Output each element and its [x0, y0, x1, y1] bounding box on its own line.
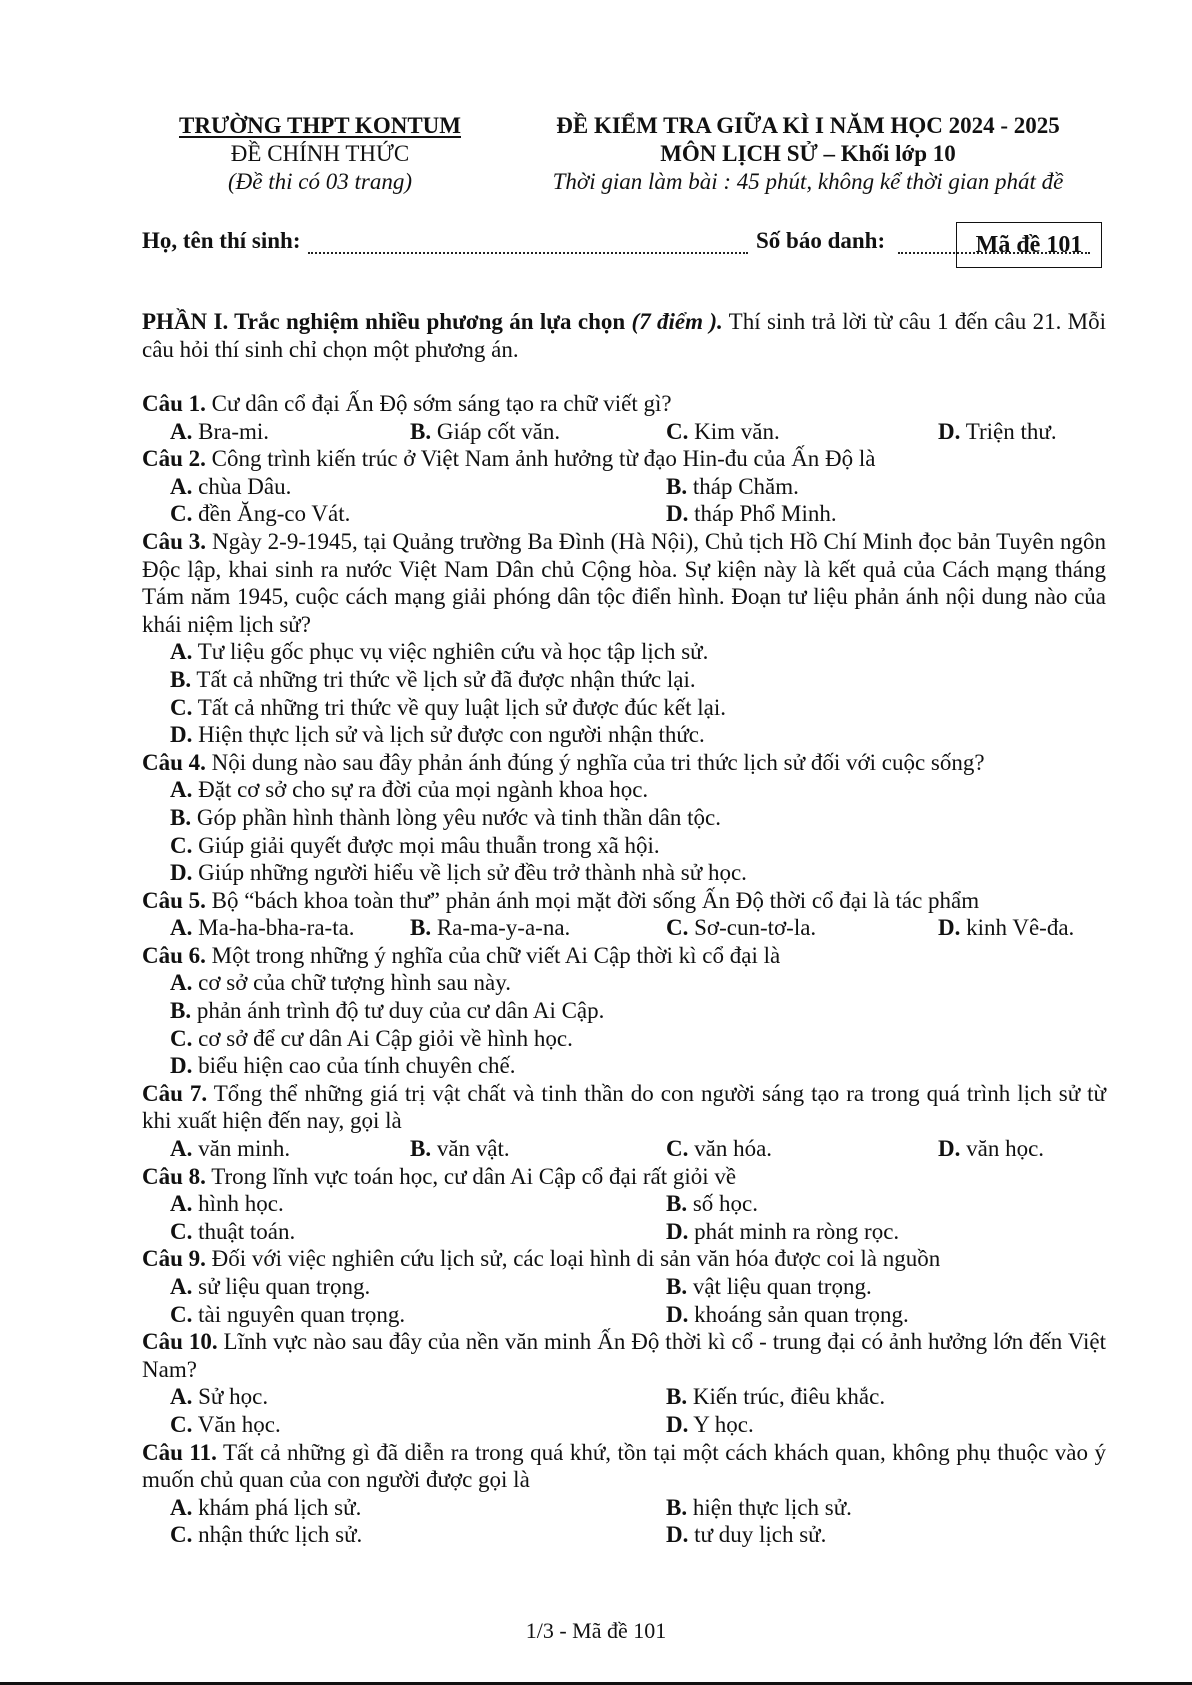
page-footer: 1/3 - Mã đề 101: [525, 1618, 667, 1643]
question-text: Đối với việc nghiên cứu lịch sử, các loại hình di sản văn hóa được coi là nguồn: [205, 1246, 941, 1272]
options-row: [142, 1521, 1106, 1549]
option-d[interactable]: D. biểu hiện cao của tính chuyên chế.: [170, 1053, 516, 1079]
options-row: [142, 1383, 1106, 1411]
part1-points: (7 điểm ).: [631, 309, 723, 334]
question-9: [142, 1245, 1106, 1273]
option-c[interactable]: C. thuật toán.: [170, 1218, 296, 1244]
options-row: [142, 473, 1106, 501]
name-field[interactable]: [308, 228, 748, 254]
question-text: Tổng thể những giá trị vật chất và tinh thần do con người sáng tạo ra trong quá trình lịch sử từ khi xuất hiện đến nay, gọi là: [142, 1080, 1107, 1134]
option-c[interactable]: C. Kim văn.: [666, 418, 780, 444]
part1-intro: [142, 308, 1106, 364]
option-b[interactable]: B. Ra-ma-y-a-na.: [410, 915, 571, 941]
question-text: Công trình kiến trúc ở Việt Nam ảnh hưởng từ đạo Hin-đu của Ấn Độ là: [205, 446, 876, 472]
option-b[interactable]: B. Tất cả những tri thức về lịch sử đã được nhận thức lại.: [170, 666, 696, 692]
option-c[interactable]: C. tài nguyên quan trọng.: [170, 1301, 406, 1327]
options-row: [142, 1135, 1106, 1163]
option-d[interactable]: D. Hiện thực lịch sử và lịch sử được con người nhận thức.: [170, 722, 705, 748]
exam-code-box: Mã đề 101: [956, 222, 1102, 268]
option-d[interactable]: D. Giúp những người hiểu về lịch sử đều trở thành nhà sử học.: [170, 860, 747, 886]
question-number: Câu 6.: [142, 942, 206, 968]
question-text: Tất cả những gì đã diễn ra trong quá khứ, tồn tại một cách khách quan, không phụ thuộc vào ý muốn chủ quan của con người được gọi là: [142, 1439, 1106, 1493]
question-4: [142, 749, 1106, 777]
question-number: Câu 1.: [142, 391, 206, 416]
option-a[interactable]: A. Bra-mi.: [170, 418, 270, 444]
school-name: TRƯỜNG THPT KONTUM: [179, 113, 461, 138]
option-d[interactable]: D. khoáng sản quan trọng.: [666, 1301, 909, 1327]
question-text: Bộ “bách khoa toàn thư” phản ánh mọi mặt đời sống Ấn Độ thời cổ đại là tác phẩm: [205, 887, 980, 913]
option-a[interactable]: A. khám phá lịch sử.: [170, 1494, 362, 1520]
question-1: [142, 390, 1106, 418]
subject-grade: Khối lớp 10: [840, 141, 956, 166]
exam-title-block: [528, 112, 1088, 196]
question-number: Câu 10.: [142, 1329, 218, 1355]
option-a[interactable]: A. văn minh.: [170, 1136, 291, 1162]
part1-instruction: Thí sinh trả lời từ câu 1 đến câu 21. Mỗi câu hỏi thí sinh chỉ chọn một phương án.: [142, 309, 1107, 362]
options-row: [142, 1411, 1106, 1439]
question-number: Câu 2.: [142, 446, 206, 472]
official-label: ĐỀ CHÍNH THỨC: [230, 141, 410, 166]
option-b[interactable]: B. tháp Chăm.: [666, 473, 799, 499]
time-note: Thời gian làm bài : 45 phút, không kể thời gian phát đề: [552, 169, 1064, 194]
question-text: Nội dung nào sau đây phản ánh đúng ý nghĩa của tri thức lịch sử đối với cuộc sống?: [205, 749, 985, 775]
options-row: [142, 1190, 1106, 1218]
question-number: Câu 5.: [142, 887, 206, 913]
option-d[interactable]: D. văn học.: [938, 1136, 1045, 1162]
options-row: [142, 1494, 1106, 1522]
option-c[interactable]: C. đền Ăng-co Vát.: [170, 501, 351, 527]
question-number: Câu 7.: [142, 1080, 208, 1106]
option-a[interactable]: A. Ma-ha-bha-ra-ta.: [170, 915, 355, 941]
question-7: [142, 1080, 1106, 1135]
option-a[interactable]: A. chùa Dâu.: [170, 473, 292, 499]
option-d[interactable]: D. phát minh ra ròng rọc.: [666, 1218, 900, 1244]
option-a[interactable]: A. hình học.: [170, 1191, 284, 1217]
option-b[interactable]: B. Góp phần hình thành lòng yêu nước và tinh thần dân tộc.: [170, 804, 721, 830]
question-number: Câu 8.: [142, 1163, 206, 1189]
question-number: Câu 3.: [142, 528, 207, 554]
option-d[interactable]: D. Triện thư.: [938, 418, 1057, 444]
option-d[interactable]: D. tư duy lịch sử.: [666, 1522, 827, 1548]
options-row: [142, 418, 1106, 446]
option-b[interactable]: B. số học.: [666, 1191, 759, 1217]
question-11: [142, 1439, 1106, 1494]
option-a[interactable]: A. sử liệu quan trọng.: [170, 1274, 371, 1299]
question-number: Câu 9.: [142, 1246, 206, 1272]
option-b[interactable]: B. phản ánh trình độ tư duy của cư dân Ai Cập.: [170, 998, 605, 1024]
option-b[interactable]: B. Giáp cốt văn.: [410, 418, 561, 444]
option-d[interactable]: D. kinh Vê-đa.: [938, 915, 1075, 941]
question-list: [142, 390, 1106, 1549]
option-b[interactable]: B. vật liệu quan trọng.: [666, 1274, 872, 1299]
exam-title: ĐỀ KIỂM TRA GIỮA KÌ I NĂM HỌC 2024 - 2025: [556, 113, 1060, 138]
option-c[interactable]: C. Giúp giải quyết được mọi mâu thuẫn trong xã hội.: [170, 832, 660, 858]
question-10: [142, 1328, 1106, 1383]
option-c[interactable]: C. văn hóa.: [666, 1136, 773, 1162]
subject-prefix: MÔN LỊCH SỬ –: [660, 141, 841, 166]
option-a[interactable]: A. Đặt cơ sở cho sự ra đời của mọi ngành khoa học.: [170, 777, 649, 803]
option-a[interactable]: A. cơ sở của chữ tượng hình sau này.: [170, 970, 511, 996]
option-c[interactable]: C. Sơ-cun-tơ-la.: [666, 915, 817, 941]
question-number: Câu 11.: [142, 1439, 217, 1465]
option-a[interactable]: A. Tư liệu gốc phục vụ việc nghiên cứu và học tập lịch sử.: [170, 639, 709, 665]
question-6: [142, 942, 1106, 970]
option-c[interactable]: C. Văn học.: [170, 1411, 281, 1437]
pages-note: (Đề thi có 03 trang): [228, 169, 412, 194]
option-a[interactable]: A. Sử học.: [170, 1384, 269, 1410]
question-text: Trong lĩnh vực toán học, cư dân Ai Cập cổ đại rất giỏi về: [205, 1163, 737, 1189]
question-text: Một trong những ý nghĩa của chữ viết Ai Cập thời kì cổ đại là: [205, 942, 781, 968]
question-8: [142, 1163, 1106, 1191]
question-5: [142, 887, 1106, 915]
option-c[interactable]: C. Tất cả những tri thức về quy luật lịch sử được đúc kết lại.: [170, 694, 726, 720]
question-text: Lĩnh vực nào sau đây của nền văn minh Ấn Độ thời kì cổ - trung đại có ảnh hưởng lớn đến Việt Nam?: [142, 1329, 1107, 1382]
question-text: Cư dân cổ đại Ấn Độ sớm sáng tạo ra chữ viết gì?: [205, 391, 672, 416]
options-row: [142, 1301, 1106, 1329]
part1-heading: PHẦN I. Trắc nghiệm nhiều phương án lựa chọn: [142, 309, 626, 334]
question-2: [142, 445, 1106, 473]
options-row: [142, 1273, 1106, 1301]
options-row: [142, 914, 1106, 942]
name-label: Họ, tên thí sinh:: [142, 228, 301, 253]
option-b[interactable]: B. Kiến trúc, điêu khắc.: [666, 1384, 886, 1410]
id-label: Số báo danh:: [756, 228, 886, 253]
subject-line: [528, 140, 1088, 168]
question-text: Ngày 2-9-1945, tại Quảng trường Ba Đình (Hà Nội), Chủ tịch Hồ Chí Minh đọc bản Tuyên ngôn Độc lập, khai sinh ra nước Việt Nam Dân chủ Cộng hòa. Sự kiện này là kết quả của Cách mạng tháng Tám năm 1945, cuộc cách mạng giải phóng dân tộc điển hình. Đoạn tư liệu phản ánh nội dung nào của khái niệm lịch sử?: [142, 528, 1106, 637]
question-number: Câu 4.: [142, 749, 206, 775]
option-c[interactable]: C. nhận thức lịch sử.: [170, 1522, 363, 1548]
question-3: [142, 528, 1106, 638]
options-row: [142, 1218, 1106, 1246]
option-d[interactable]: D. Y học.: [666, 1411, 754, 1437]
option-c[interactable]: C. cơ sở để cư dân Ai Cập giỏi về hình học.: [170, 1025, 573, 1051]
options-row: [142, 500, 1106, 528]
option-d[interactable]: D. tháp Phổ Minh.: [666, 501, 837, 527]
option-b[interactable]: B. hiện thực lịch sử.: [666, 1494, 852, 1520]
school-block: [170, 112, 470, 196]
exam-header: [0, 112, 1192, 202]
option-b[interactable]: B. văn vật.: [410, 1136, 510, 1162]
